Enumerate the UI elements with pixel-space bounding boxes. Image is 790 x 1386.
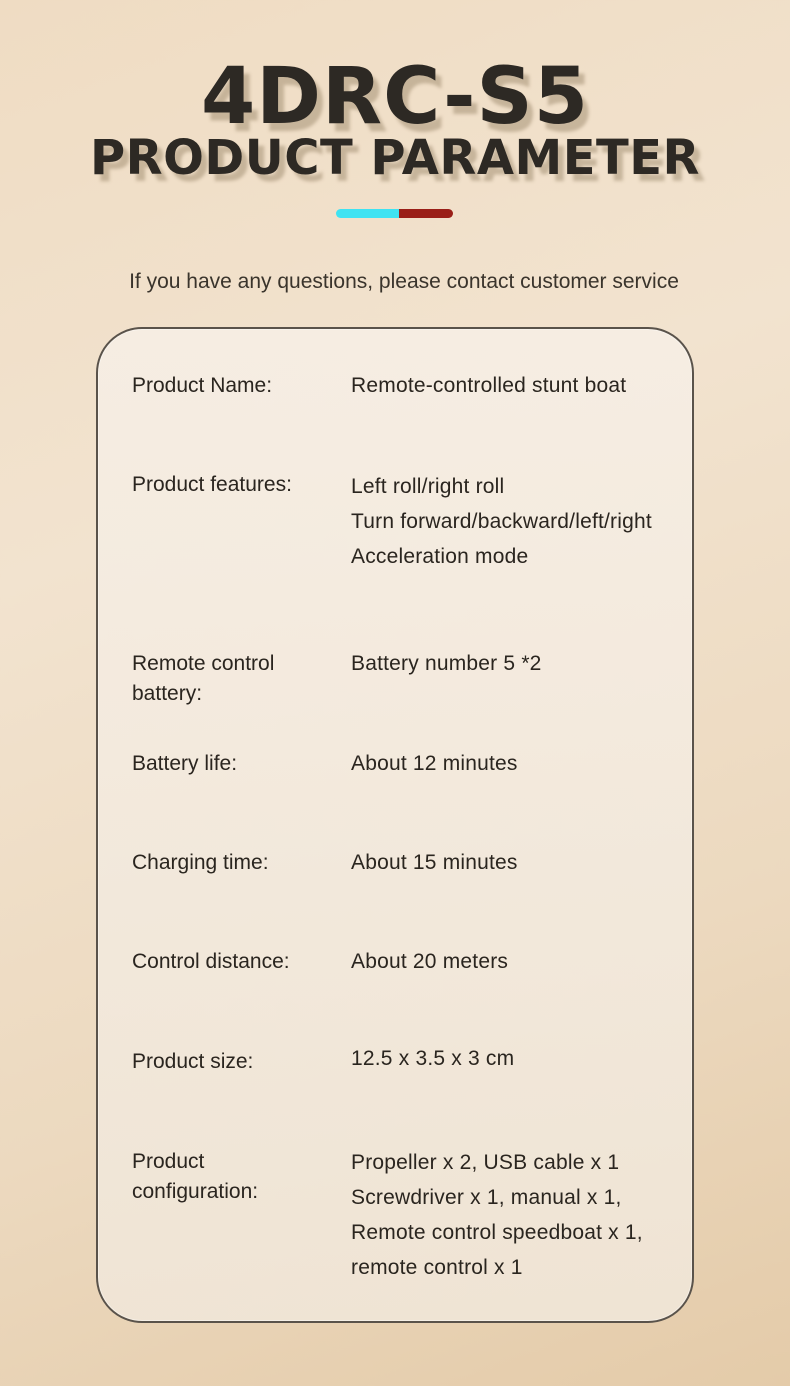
param-label: Product size:	[132, 1050, 254, 1073]
param-value-line: Remote control speedboat x 1,	[351, 1221, 643, 1244]
param-value-line: Propeller x 2, USB cable x 1	[351, 1151, 620, 1174]
param-value-line: Turn forward/backward/left/right	[351, 510, 652, 533]
param-value-line: About 12 minutes	[351, 752, 518, 775]
param-label-line: Product	[132, 1150, 205, 1173]
param-value-line: 12.5 x 3.5 x 3 cm	[351, 1047, 515, 1070]
param-label-line: configuration:	[132, 1180, 259, 1203]
param-value	[351, 646, 681, 681]
param-label: Battery life:	[132, 752, 238, 775]
param-value-line: Remote-controlled stunt boat	[351, 374, 627, 397]
param-label: Product features:	[132, 473, 292, 496]
param-value	[351, 944, 681, 979]
parameter-card	[96, 327, 694, 1323]
model-title: 4DRC-S5	[201, 52, 589, 142]
contact-note: If you have any questions, please contact customer service	[129, 270, 679, 293]
param-value-line: About 20 meters	[351, 950, 509, 973]
accent-divider-red	[399, 209, 453, 218]
param-value	[351, 845, 681, 880]
param-label-line: battery:	[132, 682, 203, 705]
param-value	[351, 368, 681, 403]
page-subtitle: PRODUCT PARAMETER	[89, 130, 701, 186]
param-value-line: Screwdriver x 1, manual x 1,	[351, 1186, 622, 1209]
param-label: Control distance:	[132, 950, 290, 973]
param-value	[351, 1041, 681, 1076]
param-value	[351, 746, 681, 781]
param-label	[132, 649, 332, 709]
param-label	[132, 1147, 332, 1207]
param-value-line: About 15 minutes	[351, 851, 518, 874]
accent-divider-cyan	[336, 209, 399, 218]
param-value-line: remote control x 1	[351, 1256, 523, 1279]
param-label-line: Remote control	[132, 652, 275, 675]
param-value-line: Battery number 5 *2	[351, 652, 542, 675]
param-value	[351, 1145, 681, 1285]
param-value-line: Acceleration mode	[351, 545, 529, 568]
param-label: Charging time:	[132, 851, 269, 874]
param-value-line: Left roll/right roll	[351, 475, 505, 498]
accent-divider	[336, 209, 453, 218]
param-value	[351, 469, 681, 574]
param-label: Product Name:	[132, 374, 273, 397]
